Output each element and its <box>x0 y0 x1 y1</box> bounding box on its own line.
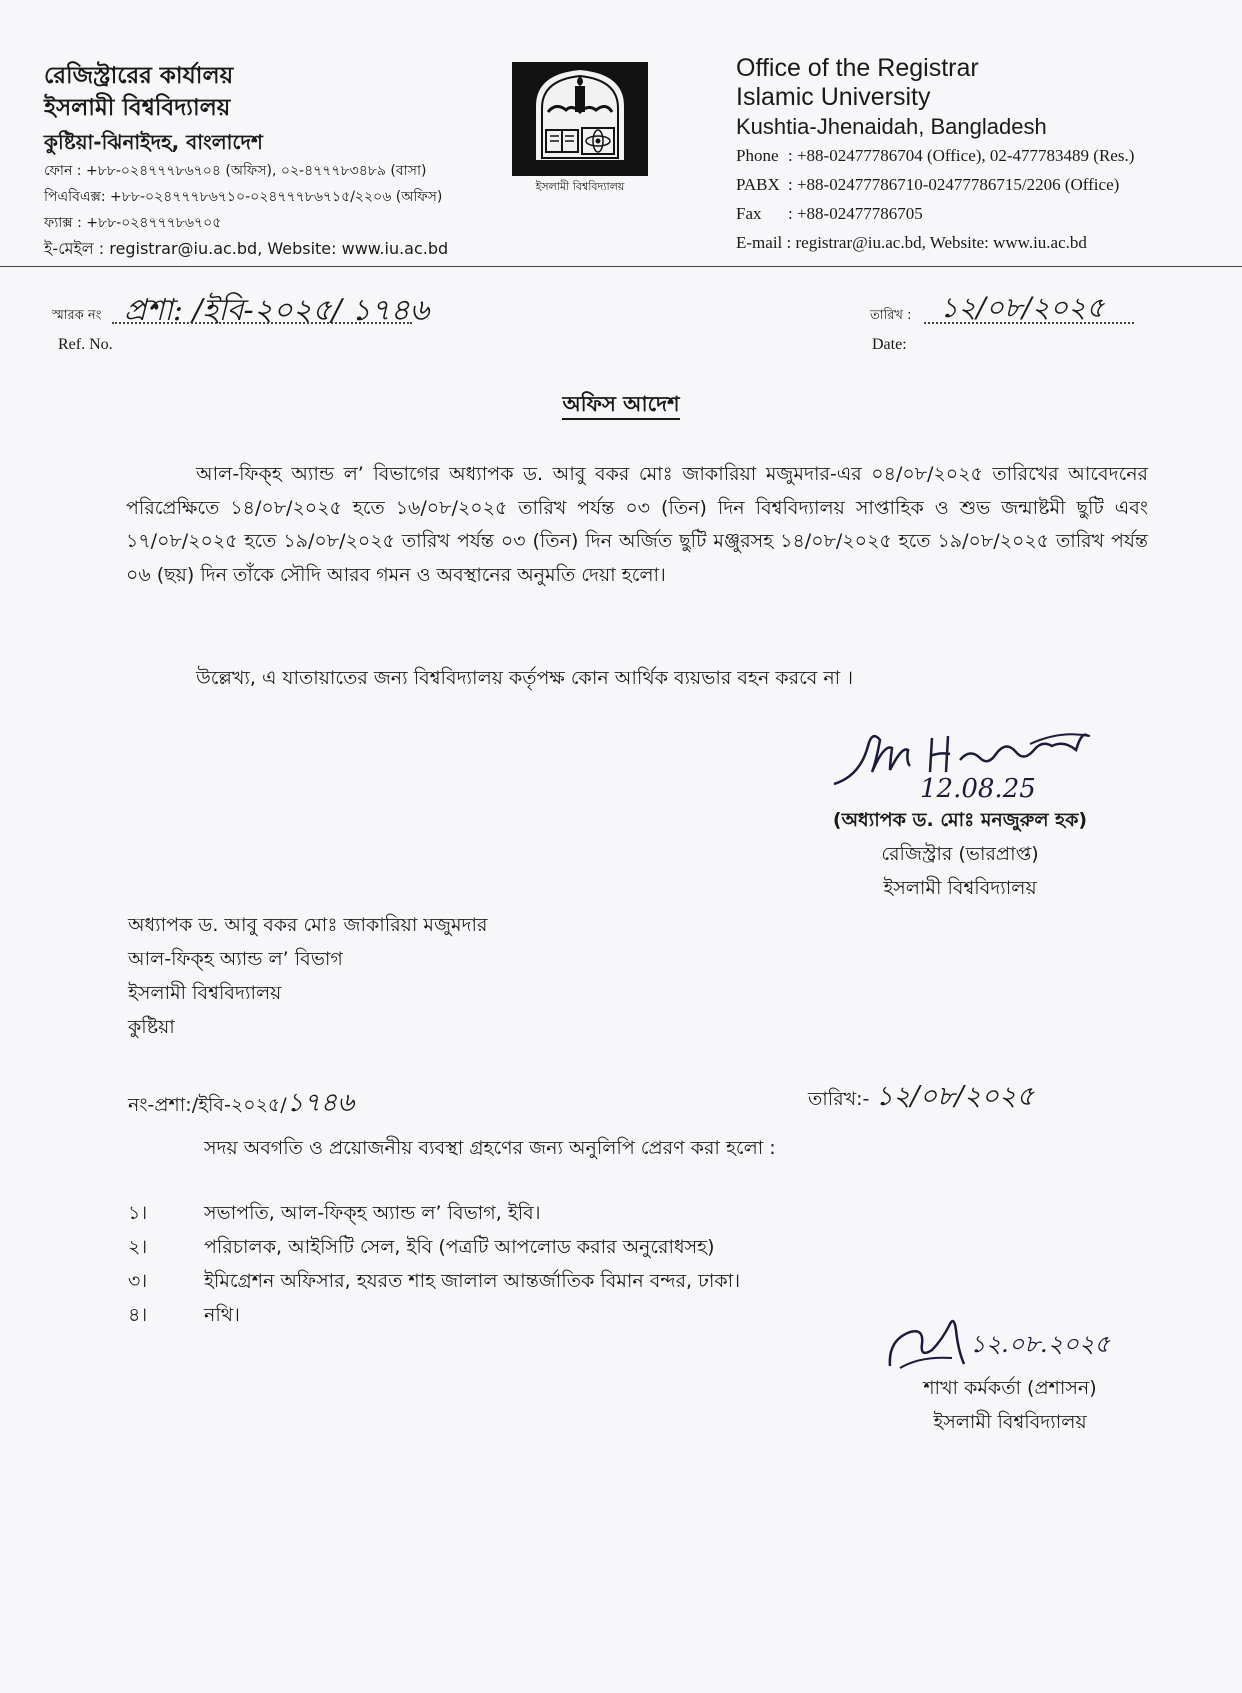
copy-memo-prefix: নং-প্রশা:/ইবি-২০২৫/ <box>128 1094 287 1116</box>
pabx-bn: পিএবিএক্স: +৮৮-০২৪৭৭৭৮৬৭১০-০২৪৭৭৭৮৬৭১৫/২২০৬ (অফিস) <box>44 189 443 205</box>
order-note: উল্লেখ্য, এ যাতায়াতের জন্য বিশ্ববিদ্যালয় কর্তৃপক্ষ কোন আর্থিক ব্যয়ভার বহন করবে না । <box>196 667 854 689</box>
fax-bn: ফ্যাক্স : +৮৮-০২৪৭৭৭৮৬৭০৫ <box>44 215 222 231</box>
copy-memo-handwritten-number: ১৭৪৬ <box>286 1088 355 1118</box>
logo-caption: ইসলামী বিশ্ববিদ্যালয় <box>535 180 625 193</box>
pabx-en: PABX : +88-02477786710-02477786715/2206 (Office) <box>736 175 1120 194</box>
registrar-designation: রেজিস্ট্রার (ভারপ্রাপ্ত) <box>881 843 1039 865</box>
header-divider <box>0 266 1242 267</box>
location-en: Kushtia-Jhenaidah, Bangladesh <box>736 114 1047 139</box>
order-body <box>126 458 1148 592</box>
date-dotted-line <box>924 322 1134 324</box>
copy-intro: সদয় অবগতি ও প্রয়োজনীয় ব্যবস্থা গ্রহণের জন্য অনুলিপি প্রেরণ করা হলো : <box>204 1137 776 1159</box>
office-name-en: Office of the Registrar <box>736 54 979 82</box>
university-name-en: Islamic University <box>736 83 931 111</box>
recipient-address <box>128 908 487 1044</box>
copy-list <box>128 1196 740 1332</box>
location-bn: কুষ্টিয়া-ঝিনাইদহ, বাংলাদেশ <box>44 130 263 154</box>
recipient-city: কুষ্টিয়া <box>128 1016 175 1038</box>
registrar-name: (অধ্যাপক ড. মোঃ মনজুরুল হক) <box>832 809 1088 831</box>
copy-memo-date <box>808 1076 1034 1121</box>
date-label-en: Date: <box>872 336 907 353</box>
university-name-bn: ইসলামী বিশ্ববিদ্যালয় <box>44 95 231 121</box>
section-officer-org: ইসলামী বিশ্ববিদ্যালয় <box>933 1411 1087 1433</box>
recipient-name: অধ্যাপক ড. আবু বকর মোঃ জাকারিয়া মজুমদার <box>128 914 488 936</box>
list-item: ৩। ইমিগ্রেশন অফিসার, হযরত শাহ জালাল আন্তর্জাতিক বিমান বন্দর, ঢাকা। <box>128 1270 740 1292</box>
ref-label-bn: স্মারক নং <box>52 308 102 323</box>
phone-en: Phone : +88-02477786704 (Office), 02-477783489 (Res.) <box>736 146 1135 165</box>
ref-dotted-line <box>112 322 412 324</box>
fax-en: Fax : +88-02477786705 <box>736 204 923 223</box>
ref-number: প্রশা: /ইবি-২০২৫/ ১৭৪৬ <box>124 293 430 328</box>
registrar-org: ইসলামী বিশ্ববিদ্যালয় <box>883 877 1037 899</box>
registrar-signature <box>820 700 1120 810</box>
university-logo <box>512 62 648 192</box>
copy-date-label: তারিখ:- <box>808 1088 870 1110</box>
list-item: ৪। নথি। <box>128 1304 240 1326</box>
phone-bn: ফোন : +৮৮-০২৪৭৭৭৮৬৭০৪ (অফিস), ০২-৪৭৭৭৮৩৪৮৯ (বাসা) <box>44 163 427 179</box>
email-en: E-mail : registrar@iu.ac.bd, Website: www.iu.ac.bd <box>736 233 1087 252</box>
section-officer-designation: শাখা কর্মকর্তা (প্রশাসন) <box>923 1377 1097 1399</box>
copy-memo-number <box>128 1082 354 1126</box>
date-value: ১২/০৮/২০২৫ <box>940 291 1105 324</box>
email-bn: ই-মেইল : registrar@iu.ac.bd, Website: www.iu.ac.bd <box>44 239 449 258</box>
header-bangla <box>44 60 514 262</box>
section-officer-signature <box>880 1310 1180 1380</box>
document-title: অফিস আদেশ <box>0 388 1242 423</box>
section-officer-sign-date: ১২.০৮.২০২৫ <box>970 1330 1111 1358</box>
copy-date-value: ১২/০৮/২০২৫ <box>875 1081 1034 1112</box>
logo-emblem-icon <box>512 62 648 176</box>
recipient-org: ইসলামী বিশ্ববিদ্যালয় <box>128 982 282 1004</box>
list-item: ১। সভাপতি, আল-ফিক্হ অ্যান্ড ল’ বিভাগ, ইবি। <box>128 1202 541 1224</box>
list-item: ২। পরিচালক, আইসিটি সেল, ইবি (পত্রটি আপলোড করার অনুরোধসহ) <box>128 1236 715 1258</box>
date-label-bn: তারিখ : <box>870 308 912 323</box>
registrar-sign-date: 12.08.25 <box>920 774 1036 804</box>
order-paragraph: আল-ফিক্হ অ্যান্ড ল’ বিভাগের অধ্যাপক ড. আবু বকর মোঃ জাকারিয়া মজুমদার-এর ০৪/০৮/২০২৫ তারিখের আবেদনের পরিপ্রেক্ষিতে ১৪/০৮/২০২৫ হতে ১৬/০৮/২০২৫ তারিখ পর্যন্ত ০৩ (তিন) দিন বিশ্ববিদ্যালয় সাপ্তাহিক ও শুভ জন্মাষ্টমী ছুটি এবং ১৭/০৮/২০২৫ হতে ১৯/০৮/২০২৫ তারিখ পর্যন্ত ০৩ (তিন) দিন অর্জিত ছুটি মঞ্জুরসহ ১৪/০৮/২০২৫ হতে ১৯/০৮/২০২৫ তারিখ পর্যন্ত ০৬ (ছয়) দিন তাঁকে সৌদি আরব গমন ও অবস্থানের অনুমতি দেয়া হলো। <box>126 463 1148 586</box>
header-english <box>736 54 1206 257</box>
office-name-bn: রেজিস্ট্রারের কার্যালয় <box>44 63 234 89</box>
ref-label-en: Ref. No. <box>58 336 113 353</box>
recipient-dept: আল-ফিক্হ অ্যান্ড ল’ বিভাগ <box>128 948 343 970</box>
